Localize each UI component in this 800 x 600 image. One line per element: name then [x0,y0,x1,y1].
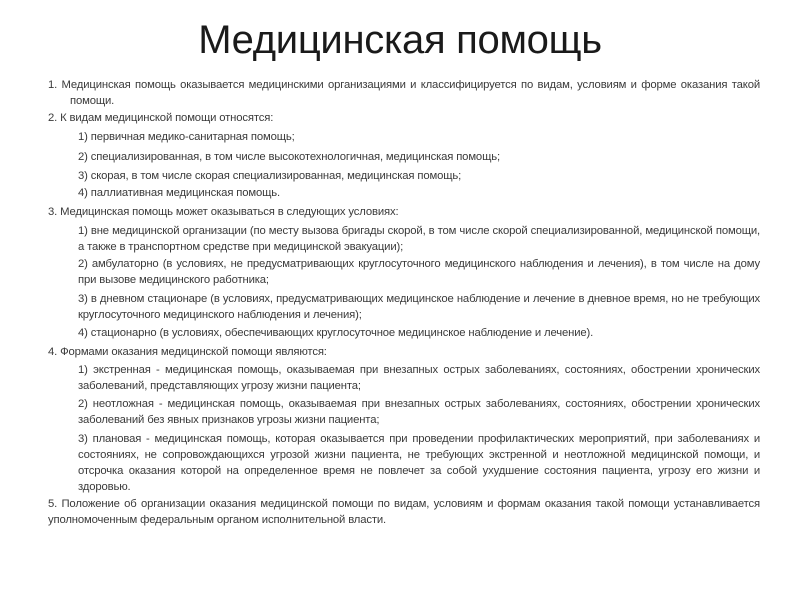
paragraph-5: 5. Положение об организации оказания медицинской помощи по видам, условиям и формам оказания такой помощи устанавливается уполномоченным федеральным органом исполнительной власти. [48,498,760,526]
list-item: 3) скорая, в том числе скорая специализированная, медицинская помощь; [78,170,462,182]
paragraph-2: 2. К видам медицинской помощи относятся: [48,112,274,124]
list-item: 2) специализированная, в том числе высокотехнологичная, медицинская помощь; [78,151,500,163]
paragraph-1: 1. Медицинская помощь оказывается медицинскими организациями и классифицируется по видам, условиям и форме оказания такой помощи. [48,79,760,107]
list-item: 1) экстренная - медицинская помощь, оказываемая при внезапных острых заболеваниях, состояниях, обострении хронических заболеваний, представляющих угрозу жизни пациента; [78,364,760,392]
list-item: 1) первичная медико-санитарная помощь; [78,131,295,143]
list-item: 3) в дневном стационаре (в условиях, предусматривающих медицинское наблюдение и лечение в дневное время, но не требующих круглосуточного медицинского наблюдения и лечения); [78,293,760,321]
list-item: 4) паллиативная медицинская помощь. [78,187,280,199]
slide-title: Медицинская помощь [198,18,602,62]
paragraph-3: 3. Медицинская помощь может оказываться в следующих условиях: [48,206,399,218]
list-item: 4) стационарно (в условиях, обеспечивающих круглосуточное медицинское наблюдение и лечение). [78,327,594,339]
list-item: 3) плановая - медицинская помощь, которая оказывается при проведении профилактических мероприятий, при заболеваниях и состояниях, не сопровождающихся угрозой жизни пациента, не требующих экстренной и неотложной медицинской помощи, и отсрочка оказания которой на определенное время не повлечет за собой ухудшение состояния пациента, угрозу его жизни и здоровью. [78,433,760,493]
list-item: 1) вне медицинской организации (по месту вызова бригады скорой, в том числе скорой специализированной, медицинской помощи, а также в транспортном средстве при медицинской эвакуации); [78,225,760,253]
paragraph-4: 4. Формами оказания медицинской помощи являются: [48,346,327,358]
list-item: 2) амбулаторно (в условиях, не предусматривающих круглосуточного медицинского наблюдения и лечения), в том числе на дому при вызове медицинского работника; [78,258,760,286]
list-item: 2) неотложная - медицинская помощь, оказываемая при внезапных острых заболеваниях, состояниях, обострении хронических заболеваний без явных признаков угрозы жизни пациента; [78,398,760,426]
